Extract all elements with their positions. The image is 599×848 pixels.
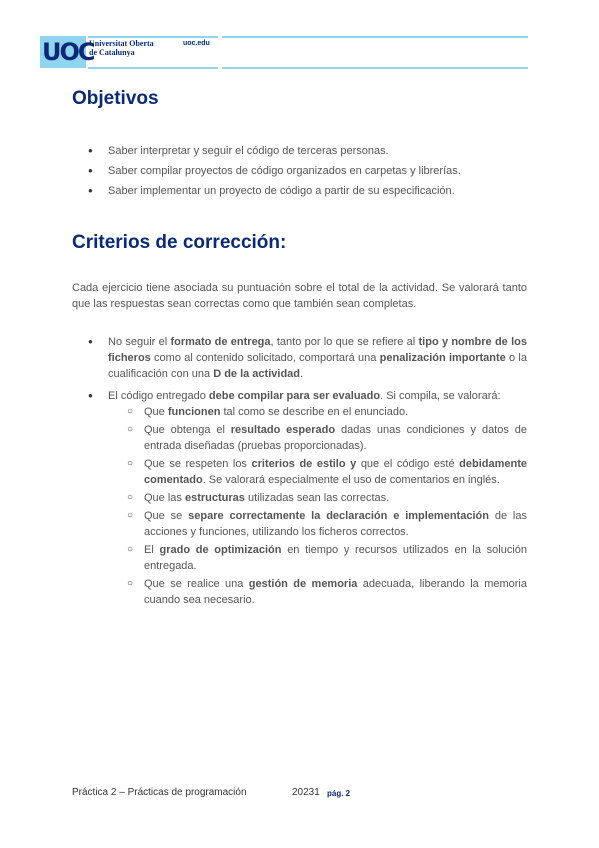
page-header xyxy=(40,36,528,68)
header-rule xyxy=(88,36,218,38)
list-item: ● No seguir el formato de entrega, tanto por lo que se refiere al tipo y nombre de los ficheros como al contenido solicitado, comportará una penalización importante o la cualificación con una D de la actividad. xyxy=(72,334,527,382)
list-item: ● Saber interpretar y seguir el código de terceras personas. xyxy=(72,144,527,158)
header-rule xyxy=(88,67,218,69)
page-footer xyxy=(72,787,351,798)
list-item: ○ Que las estructuras utilizadas sean las correctas. xyxy=(108,490,527,506)
list-item: ○ Que se separe correctamente la declaración e implementación de las acciones y funciones, utilizando los ficheros correctos. xyxy=(108,508,527,540)
list-item: ● El código entregado debe compilar para ser evaluado. Si compila, se valorará: ○ Que funcionen tal como se describe en el enunciado. ○ Que obtenga el resultado esperado dadas unas condiciones y datos de entrada diseñadas (pruebas proporcionadas). ○ Que se respeten los criterios de estilo y que el código esté debidamente comentado. Se valorará especialmente el uso de comentarios en inglés. ○ Que las estructuras utilizadas sean las correctas. ○ Que se separe correctamente la declaración e implementación de las acciones y funciones, utilizando los ficheros correctos. ○ El grado de optimización en tiempo y recursos utilizados en la solución entregada. ○ Que se realice una gestión de memoria adecuada, liberando la memoria cuando sea necesario. xyxy=(72,388,527,608)
uoc-logo: UOC xyxy=(42,38,94,66)
university-name: Universitat Oberta de Catalunya xyxy=(89,39,154,57)
header-rule xyxy=(222,67,528,69)
objectives-list xyxy=(72,144,527,204)
criteria-intro: Cada ejercicio tiene asociada su puntuación sobre el total de la actividad. Se valorará tanto que las respuestas sean correctas como que también sean completas. xyxy=(72,282,527,310)
evaluation-sublist xyxy=(108,404,527,608)
objectives-heading: Objetivos xyxy=(72,88,159,109)
criteria-list xyxy=(72,334,527,614)
list-item: ○ Que obtenga el resultado esperado dadas unas condiciones y datos de entrada diseñadas (pruebas proporcionadas). xyxy=(108,422,527,454)
list-item: ● Saber compilar proyectos de código organizados en carpetas y librerías. xyxy=(72,164,527,178)
list-item: ○ El grado de optimización en tiempo y recursos utilizados en la solución entregada. xyxy=(108,542,527,574)
list-item: ● Saber implementar un proyecto de código a partir de su especificación. xyxy=(72,184,527,198)
list-item: ○ Que se realice una gestión de memoria adecuada, liberando la memoria cuando sea necesario. xyxy=(108,576,527,608)
list-item: ○ Que funcionen tal como se describe en el enunciado. xyxy=(108,404,527,420)
page-number: pág. 2 xyxy=(327,789,351,798)
footer-course: Práctica 2 – Prácticas de programación xyxy=(72,787,247,798)
uoc-url: uoc.edu xyxy=(183,40,210,47)
footer-year: 20231 xyxy=(292,787,320,798)
criteria-heading: Criterios de corrección: xyxy=(72,232,287,253)
list-item: ○ Que se respeten los criterios de estilo y que el código esté debidamente comentado. Se valorará especialmente el uso de comentarios en inglés. xyxy=(108,456,527,488)
header-rule xyxy=(222,36,528,38)
